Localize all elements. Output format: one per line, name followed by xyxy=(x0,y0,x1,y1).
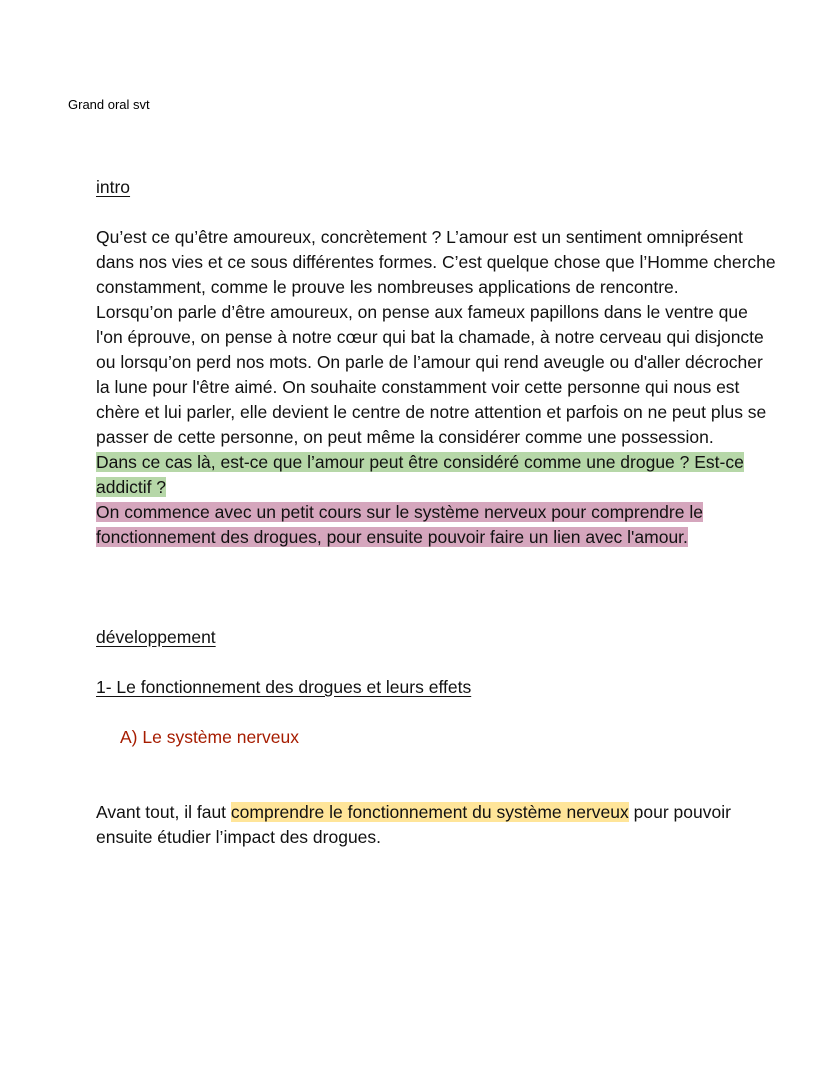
development-heading: développement xyxy=(96,627,216,647)
document-body xyxy=(96,175,776,850)
paragraph-end: pour pouvoir ensuite étudier l’impact des drogues. xyxy=(96,802,731,847)
subsection-a-heading: A) Le système nerveux xyxy=(120,727,299,747)
section-1-heading: 1- Le fonctionnement des drogues et leurs effets xyxy=(96,677,472,697)
intro-heading: intro xyxy=(96,177,131,197)
intro-paragraph-1: Qu’est ce qu’être amoureux, concrètement ? L’amour est un sentiment omniprésent dans nos vies et ce sous différentes formes. C’est quelque chose que l’Homme cherche constamment, comme le prouve les nombreuses applications de rencontre. xyxy=(96,227,776,297)
plan-highlight: On commence avec un petit cours sur le système nerveux pour comprendre le fonctionnement des drogues, pour ensuite pouvoir faire un lien avec l'amour. xyxy=(96,502,703,547)
question-highlight: Dans ce cas là, est-ce que l’amour peut être considéré comme une drogue ? Est-ce addictif ? xyxy=(96,452,744,497)
development-paragraph xyxy=(96,800,776,850)
intro-paragraph-2: Lorsqu’on parle d’être amoureux, on pense aux fameux papillons dans le ventre que l'on éprouve, on pense à notre cœur qui bat la chamade, à notre cerveau qui disjoncte ou lorsqu’on perd nos mots. On parle de l’amour qui rend aveugle ou d'aller décrocher la lune pour l'être aimé. On souhaite constamment voir cette personne qui nous est chère et lui parler, elle devient le centre de notre attention et parfois on ne peut plus se passer de cette personne, on peut même la considérer comme une possession. xyxy=(96,302,767,447)
document-header: Grand oral svt xyxy=(68,97,150,112)
paragraph-start: Avant tout, il faut xyxy=(96,802,231,822)
nervous-system-highlight: comprendre le fonctionnement du système nerveux xyxy=(230,802,629,822)
intro-question xyxy=(96,450,776,500)
intro-plan xyxy=(96,500,776,550)
